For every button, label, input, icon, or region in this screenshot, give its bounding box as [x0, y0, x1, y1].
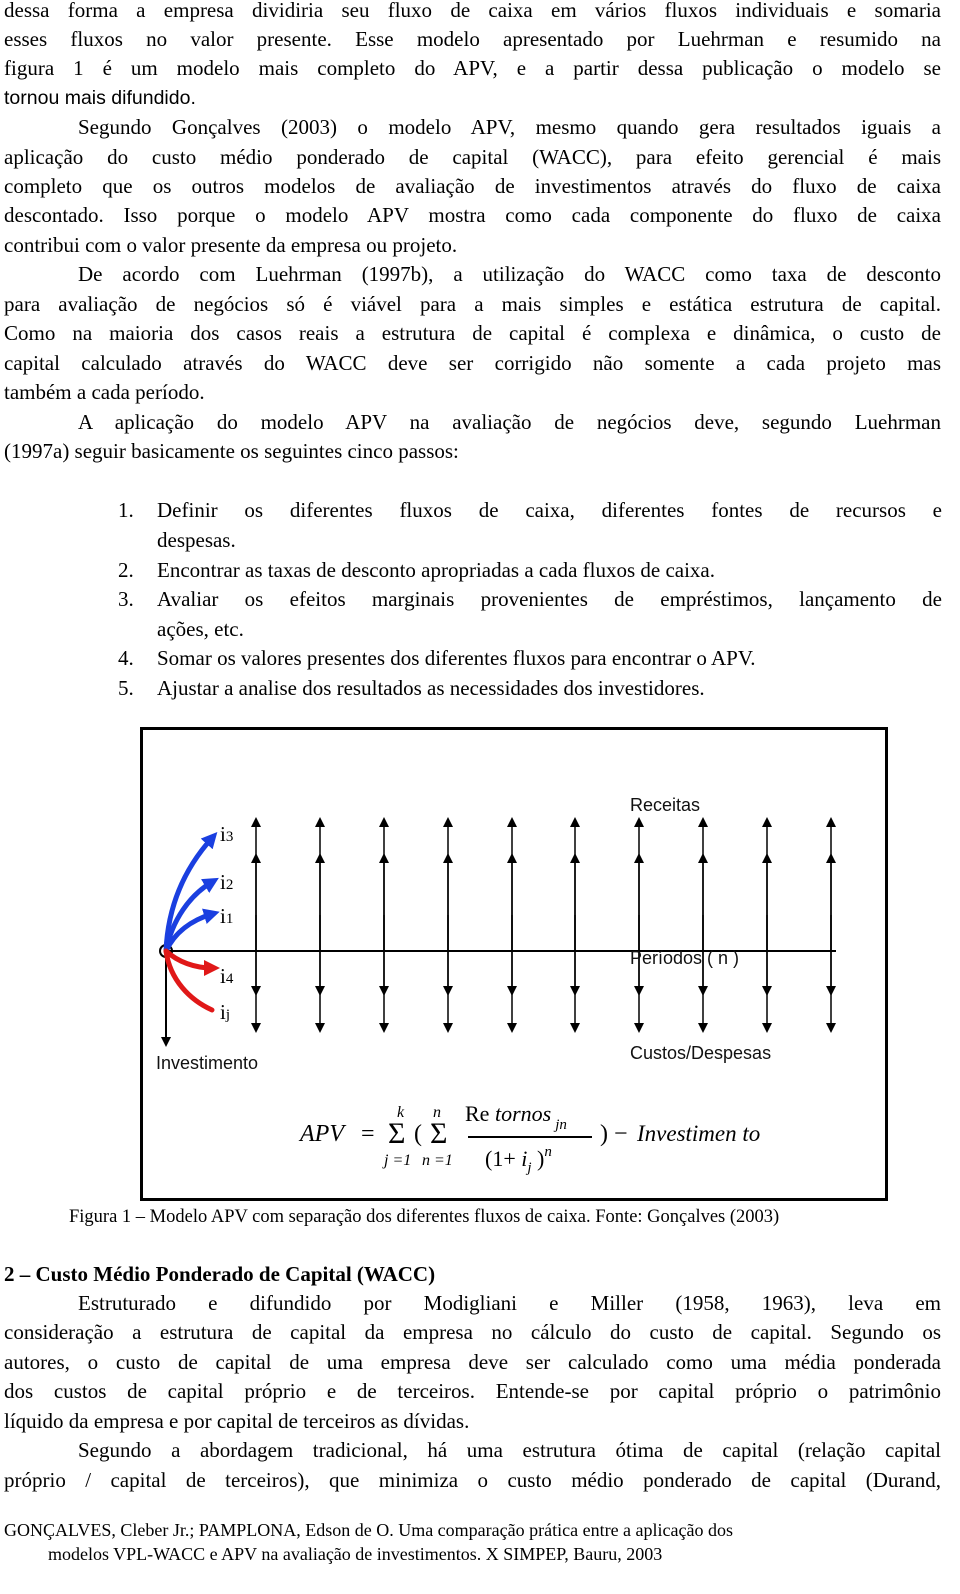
rate-label: i4: [220, 964, 234, 988]
footer-citation-line-1: GONÇALVES, Cleber Jr.; PAMPLONA, Edson de O. Uma comparação prática entre a aplicação dos: [4, 1520, 733, 1540]
step-text: Ajustar a analise dos resultados as necessidades dos investidores.: [157, 676, 705, 700]
sum2-sigma: Σ: [430, 1117, 448, 1150]
step-text: despesas.: [157, 528, 236, 552]
text-line: aplicação do custo médio ponderado de capital (WACC), para efeito gerencial é mais: [4, 145, 941, 169]
text-line: De acordo com Luehrman (1997b), a utilização do WACC como taxa de desconto: [78, 262, 941, 286]
text-line: descontado. Isso porque o modelo APV mostra como cada componente do fluxo de caixa: [4, 203, 941, 227]
step-text: Encontrar as taxas de desconto apropriadas a cada fluxos de caixa.: [157, 558, 716, 582]
step-number: 3.: [118, 587, 134, 611]
periodos-label: Períodos ( n ): [630, 948, 740, 968]
sum2-upper: n: [433, 1104, 441, 1121]
text-line: Segundo Gonçalves (2003) o modelo APV, mesmo quando gera resultados iguais a: [78, 115, 941, 139]
sum1-sigma: Σ: [388, 1117, 406, 1150]
text-line: consideração a estrutura de capital da empresa no cálculo do custo de capital. Segundo os: [4, 1320, 941, 1344]
rate-label: ij: [220, 1000, 231, 1024]
footer-citation-line-2: modelos VPL-WACC e APV na avaliação de investimentos. X SIMPEP, Bauru, 2003: [48, 1544, 663, 1564]
rate-label: i1: [220, 904, 234, 928]
text-line: Segundo a abordagem tradicional, há uma estrutura ótima de capital (relação capital: [78, 1438, 941, 1462]
close-paren: ): [600, 1121, 608, 1147]
formula-investimento: Investimen to: [637, 1121, 761, 1146]
formula-equals: =: [361, 1121, 375, 1147]
formula-lhs: APV: [300, 1121, 344, 1147]
custos-label: Custos/Despesas: [630, 1043, 772, 1063]
text-line: próprio / capital de terceiros), que minimiza o custo médio ponderado de capital (Durand,: [4, 1468, 941, 1492]
text-line: tornou mais difundido.: [4, 87, 196, 109]
step-text: Definir os diferentes fluxos de caixa, diferentes fontes de recursos e: [157, 498, 942, 522]
numerator: Re tornos $_{jn}$: [465, 1101, 567, 1133]
text-line: esses fluxos no valor presente. Esse modelo apresentado por Luehrman e resumido na: [4, 27, 941, 51]
text-line: autores, o custo de capital de uma empresa deve ser calculado como uma média ponderada: [4, 1350, 941, 1374]
text-line: dos custos de capital próprio e de terceiros. Entende-se por capital próprio o patrimônio: [4, 1379, 941, 1403]
rate-label: i3: [220, 822, 234, 846]
text-line: também a cada período.: [4, 380, 205, 404]
receitas-label: Receitas: [630, 795, 701, 815]
minus-sign: −: [614, 1121, 628, 1147]
sum1-upper: k: [397, 1104, 405, 1121]
denominator: ($1+ i_j$ )$^n$: [485, 1144, 552, 1176]
text-line: Estruturado e difundido por Modigliani e Miller (1958, 1963), leva em: [78, 1291, 941, 1315]
section-heading: 2 – Custo Médio Ponderado de Capital (WACC): [4, 1262, 436, 1286]
sum1-lower: j =1: [384, 1152, 412, 1169]
investimento-label: Investimento: [156, 1053, 259, 1073]
text-line: A aplicação do modelo APV na avaliação de negócios deve, segundo Luehrman: [78, 410, 941, 434]
figure-caption: Figura 1 – Modelo APV com separação dos diferentes fluxos de caixa. Fonte: Gonçalves (2003): [69, 1207, 780, 1227]
step-number: 2.: [118, 558, 134, 582]
open-paren: (: [414, 1121, 422, 1147]
step-number: 1.: [118, 498, 134, 522]
fraction-bar: [468, 1136, 592, 1138]
text-line: contribui com o valor presente da empresa ou projeto.: [4, 233, 458, 257]
text-line: dessa forma a empresa dividiria seu fluxo de caixa em vários fluxos individuais e somaria: [4, 0, 941, 22]
text-line: (1997a) seguir basicamente os seguintes cinco passos:: [4, 439, 459, 463]
step-text: Somar os valores presentes dos diferentes fluxos para encontrar o APV.: [157, 646, 756, 670]
text-line: completo que os outros modelos de avaliação de investimentos através do fluxo de caixa: [4, 174, 941, 198]
step-text: Avaliar os efeitos marginais provenientes de empréstimos, lançamento de: [157, 587, 942, 611]
text-line: líquido da empresa e por capital de terceiros as dívidas.: [4, 1409, 470, 1433]
text-line: figura 1 é um modelo mais completo do APV, e a partir dessa publicação o modelo se: [4, 56, 941, 80]
text-line: Como na maioria dos casos reais a estrutura de capital é complexa e dinâmica, o custo de: [4, 321, 941, 345]
text-line: capital calculado através do WACC deve ser corrigido não somente a cada projeto mas: [4, 351, 941, 375]
rate-label: i2: [220, 870, 234, 894]
text-line: para avaliação de negócios só é viável para a mais simples e estática estrutura de capital.: [4, 292, 941, 316]
step-text: ações, etc.: [157, 617, 244, 641]
figure-apv-model: [140, 727, 888, 1201]
step-number: 4.: [118, 646, 134, 670]
step-number: 5.: [118, 676, 134, 700]
sum2-lower: n =1: [422, 1152, 453, 1169]
